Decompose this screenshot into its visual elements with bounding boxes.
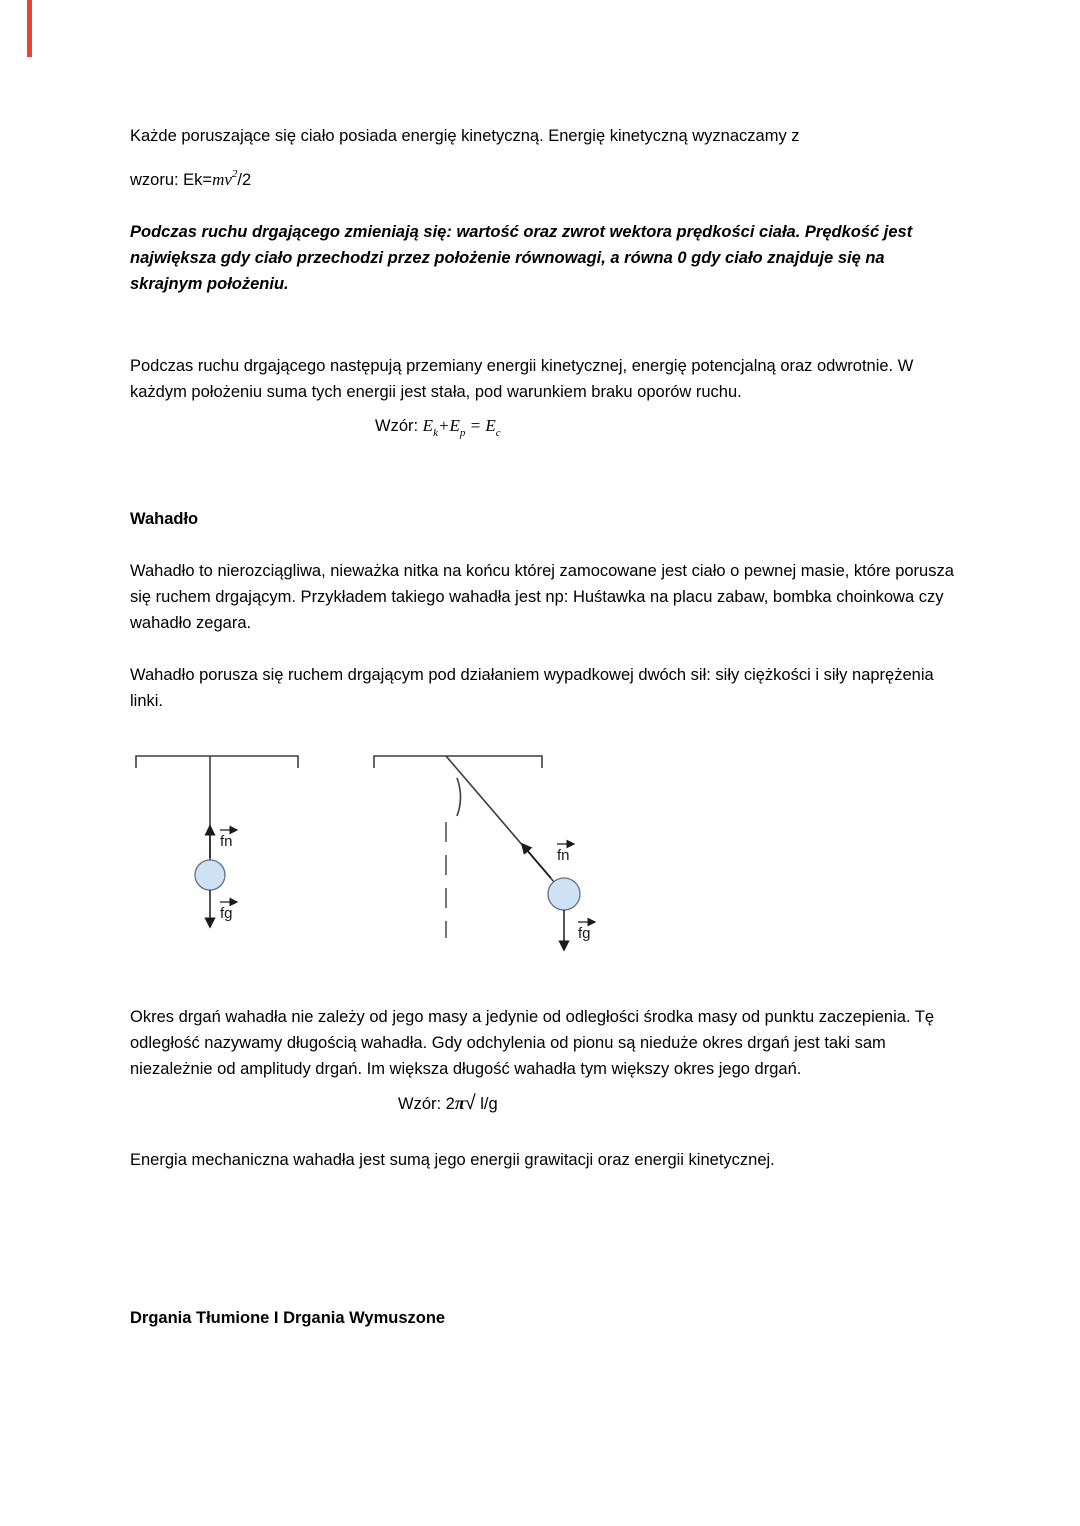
pendulum-diagram-svg [130,742,610,960]
pendulum-displaced [374,756,595,950]
pendulum-rest [136,756,298,927]
paragraph-velocity-note: Podczas ruchu drgającego zmieniają się: wartość oraz zwrot wektora prędkości ciała. Prędkość jest największa gdy ciało przechodzi przez położenie równowagi, a równa 0 gdy ciało znajduje się na skrajnym położeniu. [130,223,913,293]
pendulum-diagram [130,742,954,960]
paragraph-pendulum-definition: Wahadło to nierozciągliwa, nieważka nitka na końcu której zamocowane jest ciało o pewnej masie, które porusza się ruchem drgającym. Przykładem takiego wahadła jest np: Huśtawka na placu zabaw, bombka choinkowa czy wahadło zegara. [130,562,954,632]
energy-sum-formula [130,411,954,448]
formula-label: Wzór: [398,1095,446,1113]
formula-prefix: wzoru: Ek= [130,171,213,189]
math-sqrt: √ [464,1092,476,1114]
kinetic-energy-text-line: Każde poruszające się ciało posiada energię kinetyczną. Energię kinetyczną wyznaczamy z [130,127,800,145]
paragraph-energy-transform: Podczas ruchu drgającego następują przemiany energii kinetycznej, energię potencjalną oraz odwrotnie. W każdym położeniu suma tych energii jest stała, pod warunkiem braku oporów ruchu. [130,357,914,401]
paragraph-kinetic-energy [130,123,954,195]
formula-two: 2 [445,1095,455,1113]
force-arrow-fn-displaced [522,844,551,878]
swing-arc [457,778,461,816]
math-plus: + [437,416,450,435]
math-ek-sub: k [433,427,438,439]
math-exponent: 2 [231,168,238,180]
heading-pendulum: Wahadło [130,510,199,528]
math-ep-sub: p [459,427,466,439]
math-ek: E [422,416,434,435]
force-label-fn-displaced: fn [557,847,570,864]
period-formula [130,1088,954,1119]
red-edge-mark [27,0,32,57]
math-ec: E [485,416,496,435]
force-label-fn-rest: fn [220,833,233,850]
kinetic-energy-formula [130,149,954,195]
force-label-fg-rest: fg [220,905,233,922]
force-label-fg-displaced: fg [578,925,591,942]
paragraph-period: Okres drgań wahadła nie zależy od jego masy a jedynie od odległości środka masy od punktu zaczepienia. Tę odległość nazywamy długością wahadła. Gdy odchylenia od pionu są nieduże okres drgań jest taki sam niezależnie od amplitudy drgań. Im większa długość wahadła tym większy okres jego drgań. [130,1008,935,1078]
math-mv: mv [212,170,232,189]
math-pi: π [454,1093,465,1113]
ceiling-bracket-right [374,756,542,768]
pendulum-ball-rest [195,860,225,890]
paragraph-pendulum-forces: Wahadło porusza się ruchem drgającym pod działaniem wypadkowej dwóch sił: siły ciężkości i siły naprężenia linki. [130,666,934,710]
math-ec-sub: c [495,427,501,439]
math-ep: E [449,416,460,435]
math-equals: = [465,416,486,435]
formula-suffix: /2 [237,171,252,189]
heading-damped-oscillations: Drgania Tłumione I Drgania Wymuszone [130,1309,446,1327]
formula-rest: l/g [475,1095,498,1113]
paragraph-mechanical-energy: Energia mechaniczna wahadła jest sumą jego energii grawitacji oraz energii kinetycznej. [130,1151,775,1169]
document-content [130,123,954,1331]
formula-label: Wzór: [375,417,423,435]
ceiling-bracket-left [136,756,298,768]
pendulum-ball-displaced [548,878,580,910]
